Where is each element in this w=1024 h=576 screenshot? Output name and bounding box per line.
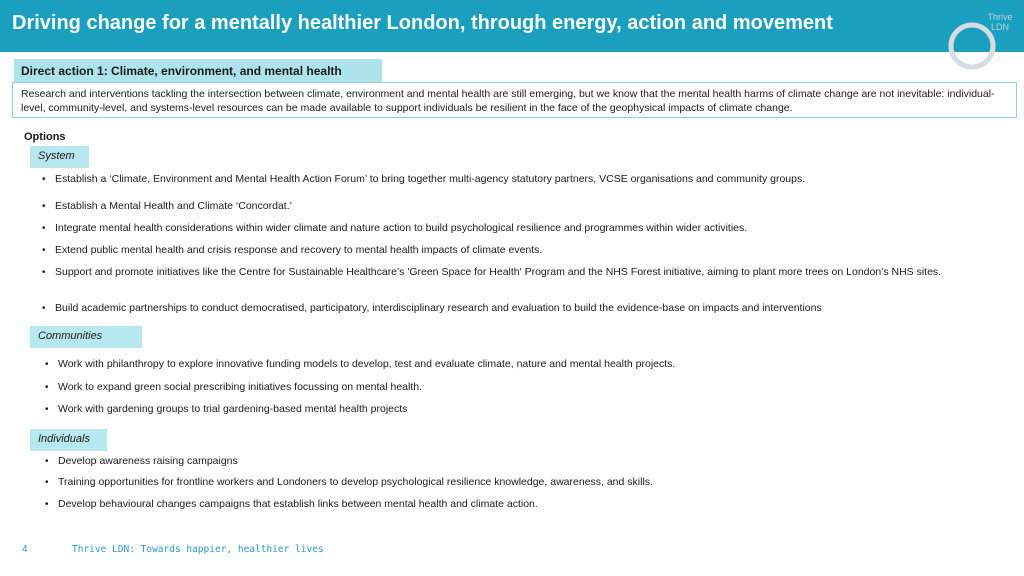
individuals-tag: Individuals	[30, 429, 107, 451]
list-item-text: Training opportunities for frontline workers and Londoners to develop psychological resilience knowledge, awareness, and skills.	[58, 476, 653, 488]
list-item: • Training opportunities for frontline workers and Londoners to develop psychological resilience knowledge, awareness, and skills.	[45, 476, 1005, 489]
list-item-text: Support and promote initiatives like the Centre for Sustainable Healthcare’s 'Green Space for Health' Program and the NHS Forest initiative, aiming to plant more trees on London’s NHS sites.	[55, 266, 942, 278]
list-item: • Build academic partnerships to conduct democratised, participatory, interdisciplinary research and evaluation to build the evidence-base on impacts and interventions	[42, 302, 1002, 315]
list-item-text: Work to expand green social prescribing initiatives focussing on mental health.	[58, 381, 423, 393]
list-item: • Work with philanthropy to explore innovative funding models to develop, test and evaluate climate, nature and mental health projects.	[45, 358, 1005, 371]
system-tag: System	[30, 146, 89, 168]
footer-org-line: Thrive LDN: Towards happier, healthier lives	[72, 544, 324, 555]
list-item: • Establish a Mental Health and Climate ‘Concordat.’	[42, 200, 1002, 213]
list-item: • Develop awareness raising campaigns	[45, 455, 1005, 468]
list-item-text: Establish a ‘Climate, Environment and Mental Health Action Forum’ to bring together multi-agency statutory partners, VCSE organisations and community groups.	[55, 173, 806, 185]
list-item-text: Extend public mental health and crisis response and recovery to mental health impacts of climate events.	[55, 244, 543, 256]
list-item-text: Develop awareness raising campaigns	[58, 455, 238, 467]
list-item-text: Build academic partnerships to conduct democratised, participatory, interdisciplinary research and evaluation to build the evidence-base on impacts and interventions	[55, 302, 822, 314]
section-label: Direct action 1: Climate, environment, and mental health	[14, 59, 382, 82]
list-item-text: Integrate mental health considerations within wider climate and nature action to build psychological resilience and programmes within wider activities.	[55, 222, 748, 234]
list-item: • Extend public mental health and crisis response and recovery to mental health impacts of climate events.	[42, 244, 1002, 257]
list-item: • Work with gardening groups to trial gardening-based mental health projects	[45, 403, 1005, 416]
list-item: • Integrate mental health considerations within wider climate and nature action to build psychological resilience and programmes within wider activities.	[42, 222, 1002, 235]
list-item-text: Work with gardening groups to trial gardening-based mental health projects	[58, 403, 408, 415]
logo-text: Thrive LDN	[987, 12, 1013, 32]
header-bar	[0, 0, 1024, 52]
list-item: • Develop behavioural changes campaigns that establish links between mental health and climate action.	[45, 498, 1005, 511]
list-item-text: Work with philanthropy to explore innovative funding models to develop, test and evaluate climate, nature and mental health projects.	[58, 358, 676, 370]
list-item: • Work to expand green social prescribing initiatives focussing on mental health.	[45, 381, 1005, 394]
page-number: 4	[22, 544, 28, 555]
list-item: • Support and promote initiatives like the Centre for Sustainable Healthcare’s 'Green Space for Health' Program and the NHS Forest initiative, aiming to plant more trees on London’s NHS sites.	[42, 266, 952, 279]
list-item: • Establish a ‘Climate, Environment and Mental Health Action Forum’ to bring together multi-agency statutory partners, VCSE organisations and community groups.	[42, 173, 1002, 186]
options-heading: Options	[24, 131, 66, 143]
list-item-text: Develop behavioural changes campaigns that establish links between mental health and climate action.	[58, 498, 538, 510]
page-title: Driving change for a mentally healthier London, through energy, action and movement	[12, 12, 833, 34]
list-item-text: Establish a Mental Health and Climate ‘Concordat.’	[55, 200, 292, 212]
communities-tag: Communities	[30, 326, 142, 348]
intro-text: Research and interventions tackling the intersection between climate, environment and mental health are still emerging, but we know that the mental health harms of climate change are not inevitable: individual-level, community-level, and systems-level resources can be made available to support individuals be resilient in the face of the geophysical impacts of climate change.	[12, 82, 1017, 118]
